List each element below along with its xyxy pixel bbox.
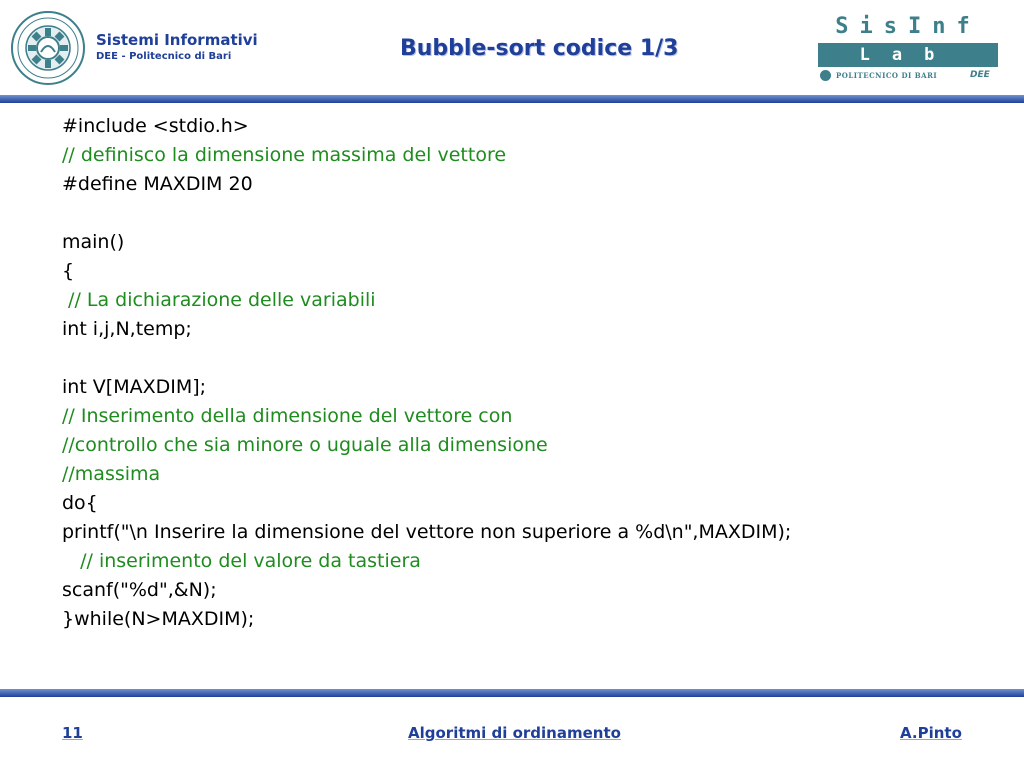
slide-title: Bubble-sort codice 1/3 [400,36,679,61]
code-line: int i,j,N,temp; [62,318,192,340]
header-divider [0,95,1024,103]
code-line: { [62,260,75,282]
code-comment-line: // La dichiarazione delle variabili [62,289,376,311]
politecnico-strip [818,70,998,82]
footer-divider [0,689,1024,697]
code-line: scanf("%d",&N); [62,579,217,601]
code-line: #define MAXDIM 20 [62,173,253,195]
code-line: }while(N>MAXDIM); [62,608,255,630]
code-comment-line: // Inserimento della dimensione del vettore con [62,405,513,427]
course-title: Algoritmi di ordinamento [408,724,621,742]
code-line: do{ [62,492,98,514]
code-line: printf("\n Inserire la dimensione del vettore non superiore a %d\n",MAXDIM); [62,521,792,543]
code-line [62,344,791,373]
code-line [62,199,791,228]
sisinf-logo-text: SisInf [835,14,981,39]
politecnico-seal-logo [10,10,86,86]
dee-logo-text: DEE [970,70,990,80]
code-comment-line: //massima [62,463,161,485]
code-line: int V[MAXDIM]; [62,376,207,398]
politecnico-text: POLITECNICO DI BARI [836,71,938,80]
code-line: main() [62,231,125,253]
code-line: #include <stdio.h> [62,115,249,137]
code-listing [62,112,791,634]
sisinf-lab-logo [818,14,1000,86]
code-comment-line: // definisco la dimensione massima del vettore [62,144,507,166]
code-comment-line: //controllo che sia minore o uguale alla dimensione [62,434,548,456]
small-seal-icon [820,70,831,81]
code-comment-line: // inserimento del valore da tastiera [62,550,421,572]
page-number: 11 [62,724,83,742]
org-name: Sistemi Informativi [96,31,258,49]
org-subtitle: DEE - Politecnico di Bari [96,51,232,62]
author-name: A.Pinto [900,724,962,742]
lab-logo-bar: Lab [818,43,998,67]
